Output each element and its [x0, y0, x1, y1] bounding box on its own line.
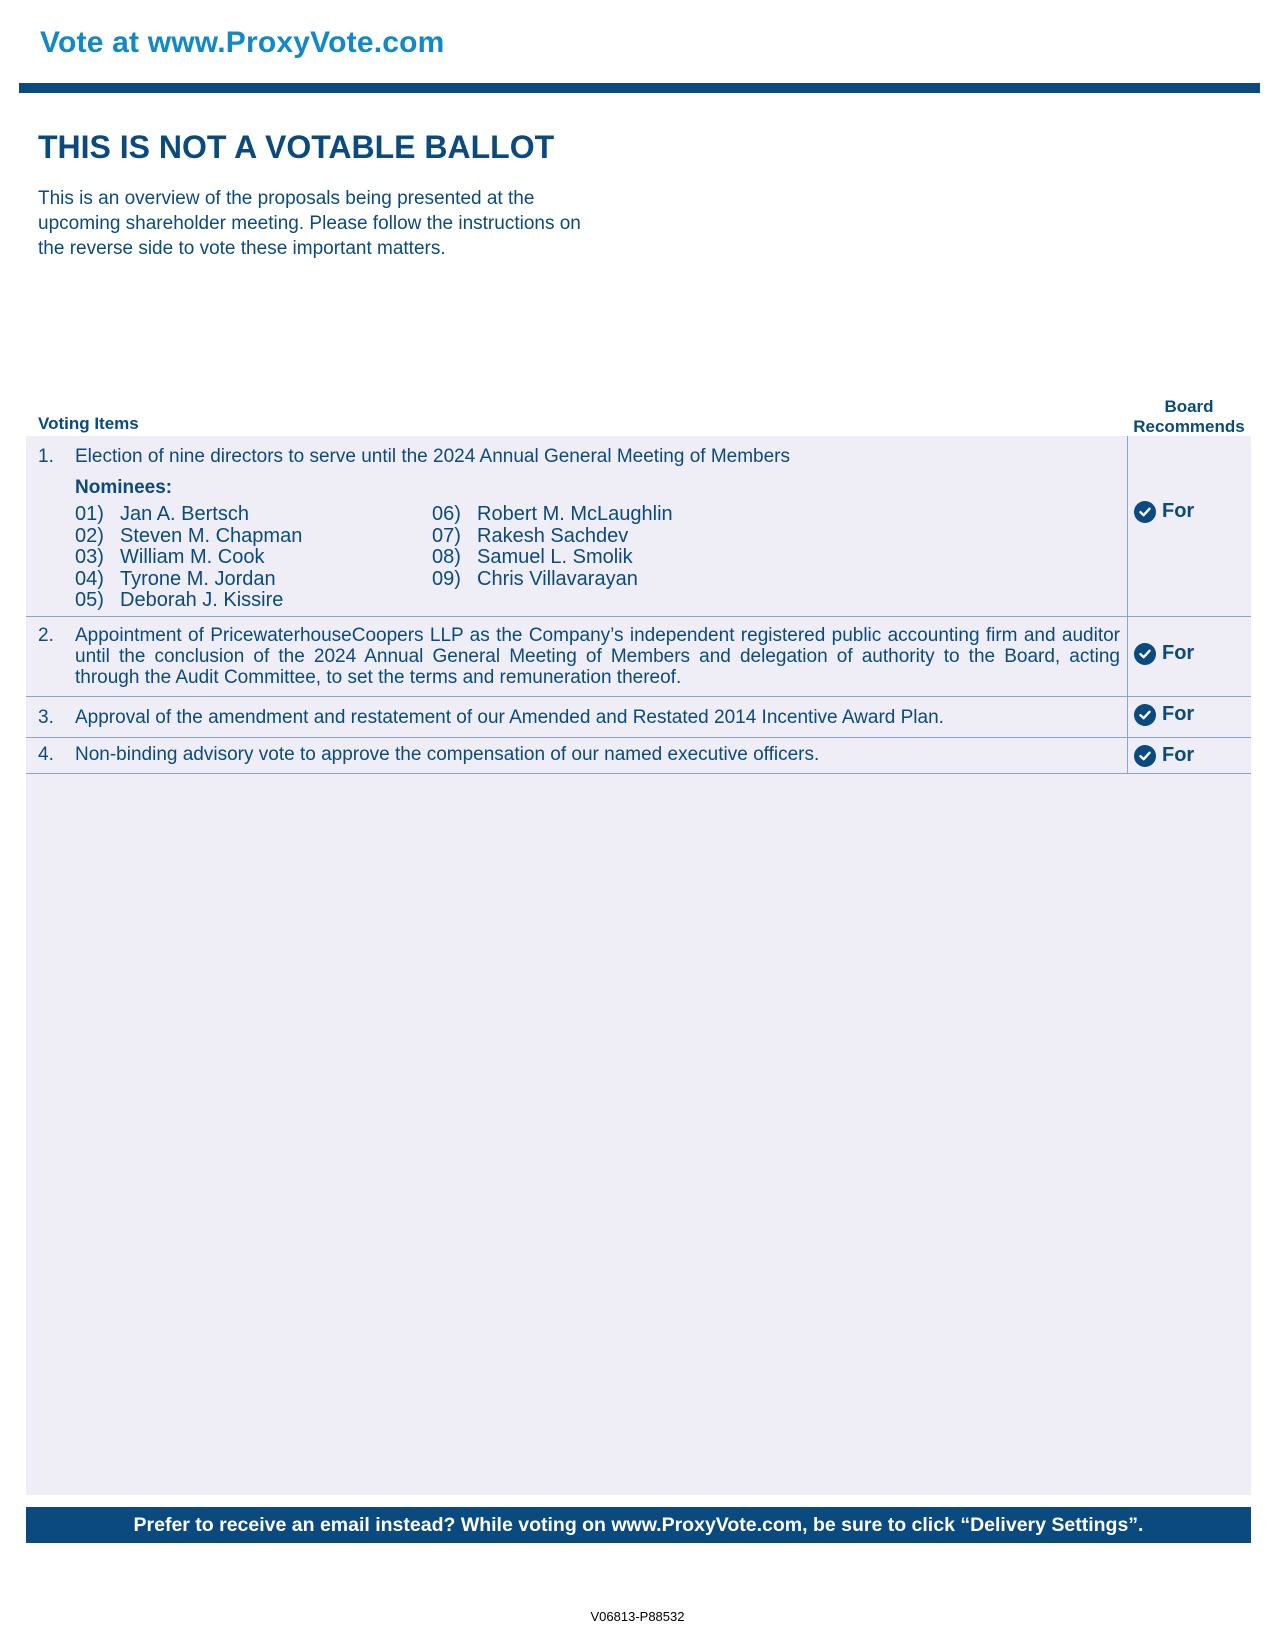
item-number: 1.	[38, 446, 54, 467]
nominee: 02) Steven M. Chapman	[75, 524, 303, 547]
document-code: V06813-P88532	[590, 1609, 685, 1624]
check-circle-icon	[1134, 704, 1156, 726]
item-text-incentive-plan: Approval of the amendment and restatement of our Amended and Restated 2014 Incentive Award Plan.	[75, 707, 944, 728]
nominee: 05) Deborah J. Kissire	[75, 589, 284, 611]
proxyvote-header: Vote at www.ProxyVote.com	[40, 26, 445, 59]
nominee-list-right	[432, 504, 673, 590]
not-votable-heading: THIS IS NOT A VOTABLE BALLOT	[38, 129, 555, 165]
recommendation-item-2	[1134, 642, 1194, 665]
check-circle-icon	[1134, 745, 1156, 767]
nominee: 06) Robert M. McLaughlin	[432, 503, 673, 525]
intro-line: the reverse side to vote these important matters.	[38, 238, 446, 259]
item-text-auditor: Appointment of PricewaterhouseCoopers LLP as the Company’s independent registered public accounting firm and auditor until the conclusion of the 2024 Annual General Meeting of Members and delegation of authority to the Board, acting through the Audit Committee, to set the terms and remuneration thereof.	[75, 625, 1120, 688]
check-circle-icon	[1134, 501, 1156, 523]
recommendation-label: For	[1162, 642, 1195, 664]
item-number: 3.	[38, 707, 54, 728]
nominee: 03) William M. Cook	[75, 546, 265, 568]
header-rule	[19, 83, 1260, 93]
intro-line: This is an overview of the proposals being presented at the	[38, 188, 535, 209]
nominee: 01) Jan A. Bertsch	[75, 503, 249, 525]
item-text-election: Election of nine directors to serve until the 2024 Annual General Meeting of Members	[75, 446, 791, 467]
row-separator	[26, 737, 1251, 738]
nominee: 08) Samuel L. Smolik	[432, 546, 633, 568]
recommendation-label: For	[1162, 703, 1195, 725]
recommendation-label: For	[1162, 500, 1195, 522]
item-number: 2.	[38, 625, 54, 646]
intro-line: upcoming shareholder meeting. Please follow the instructions on	[38, 213, 581, 234]
board-label-line: Recommends	[1133, 417, 1245, 436]
nominee: 09) Chris Villavarayan	[432, 567, 638, 590]
row-separator	[26, 696, 1251, 697]
email-delivery-banner: Prefer to receive an email instead? While voting on www.ProxyVote.com, be sure to click “Delivery Settings”.	[26, 1507, 1251, 1543]
recommendation-column-divider	[1127, 436, 1128, 774]
board-label-line: Board	[1164, 397, 1214, 416]
check-circle-icon	[1134, 643, 1156, 665]
row-separator	[26, 773, 1251, 774]
recommendation-item-4	[1134, 744, 1194, 767]
intro-text	[38, 186, 638, 261]
row-separator	[26, 616, 1251, 617]
nominee-list-left	[75, 504, 302, 612]
nominees-heading: Nominees:	[75, 477, 173, 498]
nominee: 04) Tyrone M. Jordan	[75, 567, 276, 590]
item-text-executive-compensation: Non-binding advisory vote to approve the compensation of our named executive officers.	[75, 744, 820, 765]
board-recommends-label	[1125, 397, 1253, 437]
item-number: 4.	[38, 744, 54, 765]
recommendation-label: For	[1162, 744, 1195, 766]
nominee: 07) Rakesh Sachdev	[432, 524, 629, 547]
recommendation-item-3	[1134, 703, 1194, 726]
voting-items-label: Voting Items	[38, 414, 139, 433]
recommendation-item-1	[1134, 500, 1194, 523]
